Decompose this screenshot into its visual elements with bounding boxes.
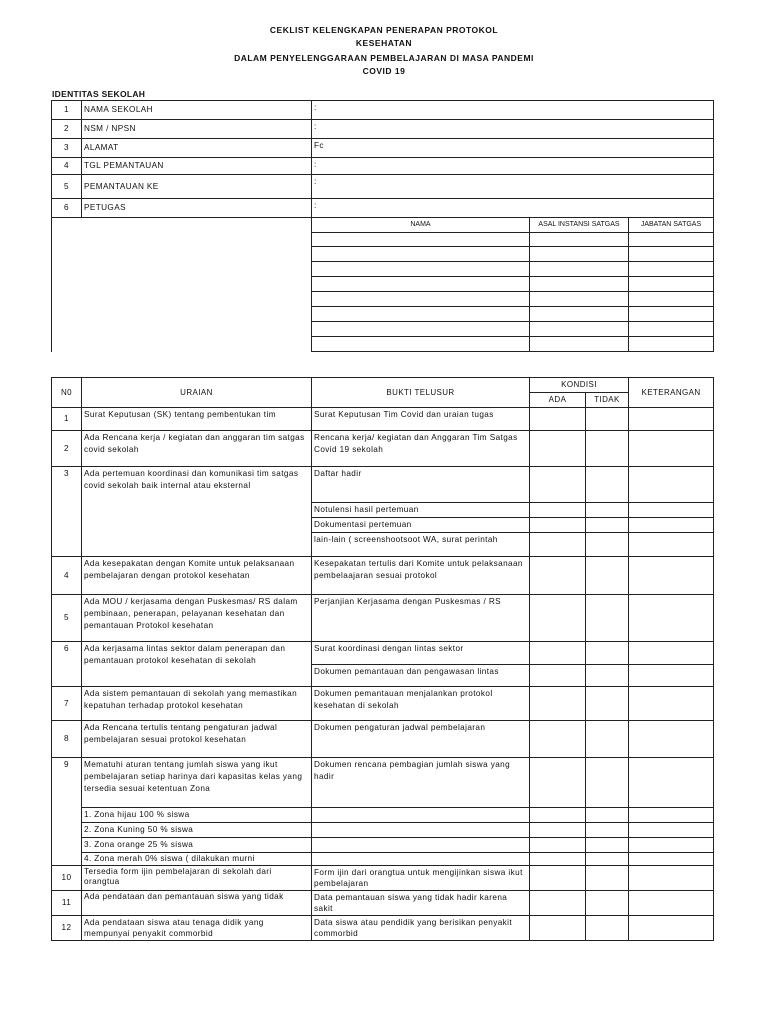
header-uraian: URAIAN [82,378,312,408]
field-value[interactable]: : [312,158,714,175]
item-bukti [312,853,530,866]
field-label: TGL PEMANTAUAN [82,158,312,175]
checklist-row [52,431,714,467]
header-ada: ADA [530,393,586,408]
zona-item: 2. Zona Kuning 50 % siswa [82,823,312,838]
petugas-jabatan-cell[interactable] [629,233,714,247]
ada-checkbox-cell[interactable] [530,808,586,823]
item-number: 5 [52,595,82,642]
title-line-4: COVID 19 [362,66,406,76]
tidak-checkbox-cell[interactable] [586,758,629,808]
keterangan-cell[interactable] [629,595,714,642]
item-number: 11 [52,891,82,916]
title-line-2: KESEHATAN [355,38,413,48]
ada-checkbox-cell[interactable] [530,838,586,853]
identitas-heading: IDENTITAS SEKOLAH [52,89,146,99]
title-line-3: DALAM PENYELENGGARAAN PEMBELAJARAN DI MASA PANDEMI [234,53,534,63]
checklist-row [52,642,714,665]
petugas-nama-cell[interactable] [312,307,530,322]
ada-checkbox-cell[interactable] [530,431,586,467]
petugas-jabatan-cell[interactable] [629,322,714,337]
row-number: 3 [52,139,82,158]
header-no: N0 [52,378,82,408]
field-label: NSM / NPSN [82,120,312,139]
tidak-checkbox-cell[interactable] [586,721,629,758]
tidak-checkbox-cell[interactable] [586,408,629,431]
checklist-subrow [52,823,714,838]
row-number: 6 [52,199,82,218]
item-number: 2 [52,431,82,467]
checklist-row [52,408,714,431]
keterangan-cell[interactable] [629,533,714,557]
ada-checkbox-cell[interactable] [530,557,586,595]
tidak-checkbox-cell[interactable] [586,853,629,866]
tidak-checkbox-cell[interactable] [586,687,629,721]
item-bukti: Surat koordinasi dengan lintas sektor [312,642,530,665]
identitas-row [52,175,714,199]
field-label: NAMA SEKOLAH [82,101,312,120]
keterangan-cell[interactable] [629,866,714,891]
item-uraian: Ada Rencana tertulis tentang pengaturan jadwal pembelajaran sesuai protokol kesehatan [82,721,312,758]
blank-cell [52,218,82,352]
tidak-checkbox-cell[interactable] [586,557,629,595]
ada-checkbox-cell[interactable] [530,595,586,642]
ada-checkbox-cell[interactable] [530,467,586,503]
item-bukti: Perjanjian Kerjasama dengan Puskesmas / RS [312,595,530,642]
checklist-row [52,687,714,721]
item-uraian: Ada pendataan siswa atau tenaga didik yang mempunyai penyakit commorbid [82,916,312,941]
item-number: 1 [52,408,82,431]
tidak-checkbox-cell[interactable] [586,467,629,503]
keterangan-cell[interactable] [629,916,714,941]
ada-checkbox-cell[interactable] [530,503,586,518]
petugas-asal-cell[interactable] [530,233,629,247]
tidak-checkbox-cell[interactable] [586,823,629,838]
item-uraian: Ada kesepakatan dengan Komite untuk pelaksanaan pembelajaran dengan protokol kesehatan [82,557,312,595]
field-label: PEMANTAUAN KE [82,175,312,199]
keterangan-cell[interactable] [629,808,714,823]
keterangan-cell[interactable] [629,891,714,916]
ada-checkbox-cell[interactable] [530,665,586,687]
tidak-checkbox-cell[interactable] [586,431,629,467]
ada-checkbox-cell[interactable] [530,687,586,721]
petugas-nama-cell[interactable] [312,292,530,307]
checklist-row [52,595,714,642]
tidak-checkbox-cell[interactable] [586,916,629,941]
keterangan-cell[interactable] [629,557,714,595]
document-subtitle [0,52,768,78]
item-bukti [312,808,530,823]
tidak-checkbox-cell[interactable] [586,866,629,891]
row-number: 2 [52,120,82,139]
keterangan-cell[interactable] [629,503,714,518]
petugas-jabatan-cell[interactable] [629,277,714,292]
item-bukti: Notulensi hasil pertemuan [312,503,530,518]
item-bukti: Surat Keputusan Tim Covid dan uraian tugas [312,408,530,431]
petugas-jabatan-cell[interactable] [629,262,714,277]
checklist-row [52,758,714,808]
tidak-checkbox-cell[interactable] [586,518,629,533]
ada-checkbox-cell[interactable] [530,823,586,838]
item-uraian: Mematuhi aturan tentang jumlah siswa yang ikut pembelajaran setiap harinya dari kapasitas kelas yang tersedia sesuai ketentuan Zona [82,758,312,808]
petugas-jabatan-cell[interactable] [629,337,714,352]
petugas-jabatan-cell[interactable] [629,247,714,262]
keterangan-cell[interactable] [629,665,714,687]
petugas-asal-cell[interactable] [530,322,629,337]
petugas-asal-header: ASAL INSTANSI SATGAS [530,218,629,233]
ada-checkbox-cell[interactable] [530,642,586,665]
checklist-row [52,467,714,503]
petugas-nama-cell[interactable] [312,262,530,277]
item-number: 4 [52,557,82,595]
petugas-jabatan-header: JABATAN SATGAS [629,218,714,233]
identitas-row [52,101,714,120]
document-title [0,24,768,50]
zona-item: 4. Zona merah 0% siswa ( dilakukan murni [82,853,312,866]
checklist-row [52,916,714,941]
item-bukti: Data pemantauan siswa yang tidak hadir karena sakit [312,891,530,916]
item-bukti: lain-lain ( screenshootsoot WA, surat perintah [312,533,530,557]
item-number: 6 [52,642,82,687]
ada-checkbox-cell[interactable] [530,916,586,941]
checklist-row [52,721,714,758]
petugas-asal-cell[interactable] [530,307,629,322]
petugas-asal-cell[interactable] [530,262,629,277]
item-number: 3 [52,467,82,557]
petugas-header-row [52,218,714,233]
tidak-checkbox-cell[interactable] [586,838,629,853]
item-uraian: Ada pertemuan koordinasi dan komunikasi tim satgas covid sekolah baik internal atau eksternal [82,467,312,557]
item-bukti: Dokumentasi pertemuan [312,518,530,533]
item-bukti: Kesepakatan tertulis dari Komite untuk pelaksanaan pembelaajaran sesuai protokol [312,557,530,595]
row-number: 4 [52,158,82,175]
item-number: 8 [52,721,82,758]
item-bukti [312,838,530,853]
item-bukti: Dokumen rencana pembagian jumlah siswa yang hadir [312,758,530,808]
field-value[interactable]: : [312,101,714,120]
petugas-nama-cell[interactable] [312,233,530,247]
tidak-checkbox-cell[interactable] [586,891,629,916]
petugas-jabatan-cell[interactable] [629,307,714,322]
tidak-checkbox-cell[interactable] [586,642,629,665]
item-bukti: Dokumen pemantauan dan pengawasan lintas [312,665,530,687]
item-uraian: Ada Rencana kerja / kegiatan dan anggaran tim satgas covid sekolah [82,431,312,467]
petugas-asal-cell[interactable] [530,337,629,352]
item-number: 12 [52,916,82,941]
ada-checkbox-cell[interactable] [530,518,586,533]
field-label: PETUGAS [82,199,312,218]
checklist-row [52,866,714,891]
item-bukti: Dokumen pengaturan jadwal pembelajaran [312,721,530,758]
tidak-checkbox-cell[interactable] [586,503,629,518]
identitas-row [52,199,714,218]
row-number: 5 [52,175,82,199]
title-line-1: CEKLIST KELENGKAPAN PENERAPAN PROTOKOL [269,25,499,35]
item-bukti: Form ijin dari orangtua untuk mengijinkan siswa ikut pembelajaran [312,866,530,891]
petugas-nama-cell[interactable] [312,277,530,292]
field-value[interactable]: : [312,120,714,139]
tidak-checkbox-cell[interactable] [586,808,629,823]
ada-checkbox-cell[interactable] [530,853,586,866]
petugas-asal-cell[interactable] [530,277,629,292]
checklist-row [52,891,714,916]
keterangan-cell[interactable] [629,823,714,838]
tidak-checkbox-cell[interactable] [586,595,629,642]
item-uraian: Ada pendataan dan pemantauan siswa yang tidak [82,891,312,916]
ada-checkbox-cell[interactable] [530,408,586,431]
blank-cell [82,218,312,352]
keterangan-cell[interactable] [629,408,714,431]
field-value[interactable]: : [312,175,714,199]
field-value[interactable]: : [312,199,714,218]
zona-item: 1. Zona hijau 100 % siswa [82,808,312,823]
petugas-asal-cell[interactable] [530,247,629,262]
ada-checkbox-cell[interactable] [530,891,586,916]
row-number: 1 [52,101,82,120]
identitas-table [51,100,714,352]
tidak-checkbox-cell[interactable] [586,533,629,557]
tidak-checkbox-cell[interactable] [586,665,629,687]
zona-item: 3. Zona orange 25 % siswa [82,838,312,853]
header-tidak: TIDAK [586,393,629,408]
item-bukti: Dokumen pemantauan menjalankan protokol kesehatan di sekolah [312,687,530,721]
item-bukti: Daftar hadir [312,467,530,503]
item-uraian: Ada MOU / kerjasama dengan Puskesmas/ RS dalam pembinaan, penerapan, pelayanan kesehatan dan pemantauan Protokol kesehatan [82,595,312,642]
keterangan-cell[interactable] [629,721,714,758]
item-number: 10 [52,866,82,891]
petugas-nama-cell[interactable] [312,337,530,352]
identitas-row [52,158,714,175]
keterangan-cell[interactable] [629,838,714,853]
item-bukti: Data siswa atau pendidik yang berisikan penyakit commorbid [312,916,530,941]
item-number: 7 [52,687,82,721]
petugas-nama-cell[interactable] [312,247,530,262]
ada-checkbox-cell[interactable] [530,866,586,891]
item-uraian: Ada sistem pemantauan di sekolah yang memastikan kepatuhan terhadap protokol kesehatan [82,687,312,721]
ada-checkbox-cell[interactable] [530,758,586,808]
petugas-jabatan-cell[interactable] [629,292,714,307]
checklist-header-row [52,378,714,393]
ada-checkbox-cell[interactable] [530,721,586,758]
petugas-asal-cell[interactable] [530,292,629,307]
item-bukti [312,823,530,838]
header-kondisi: KONDISI [530,378,629,393]
header-bukti: BUKTI TELUSUR [312,378,530,408]
checklist-subrow [52,853,714,866]
field-value[interactable]: Fc [312,139,714,158]
item-bukti: Rencana kerja/ kegiatan dan Anggaran Tim Satgas Covid 19 sekolah [312,431,530,467]
item-number: 9 [52,758,82,866]
header-keterangan: KETERANGAN [629,378,714,408]
item-uraian: Tersedia form ijin pembelajaran di sekolah dari orangtua [82,866,312,891]
identitas-row [52,139,714,158]
keterangan-cell[interactable] [629,853,714,866]
keterangan-cell[interactable] [629,431,714,467]
field-label: ALAMAT [82,139,312,158]
checklist-row [52,557,714,595]
keterangan-cell[interactable] [629,687,714,721]
keterangan-cell[interactable] [629,518,714,533]
identitas-row [52,120,714,139]
keterangan-cell[interactable] [629,758,714,808]
checklist-subrow [52,838,714,853]
petugas-nama-cell[interactable] [312,322,530,337]
checklist-subrow [52,808,714,823]
checklist-table [51,377,714,941]
ada-checkbox-cell[interactable] [530,533,586,557]
item-uraian: Ada kerjasama lintas sektor dalam penerapan dan pemantauan protokol kesehatan di sekolah [82,642,312,687]
keterangan-cell[interactable] [629,467,714,503]
petugas-nama-header: NAMA [312,218,530,233]
item-uraian: Surat Keputusan (SK) tentang pembentukan tim [82,408,312,431]
keterangan-cell[interactable] [629,642,714,665]
